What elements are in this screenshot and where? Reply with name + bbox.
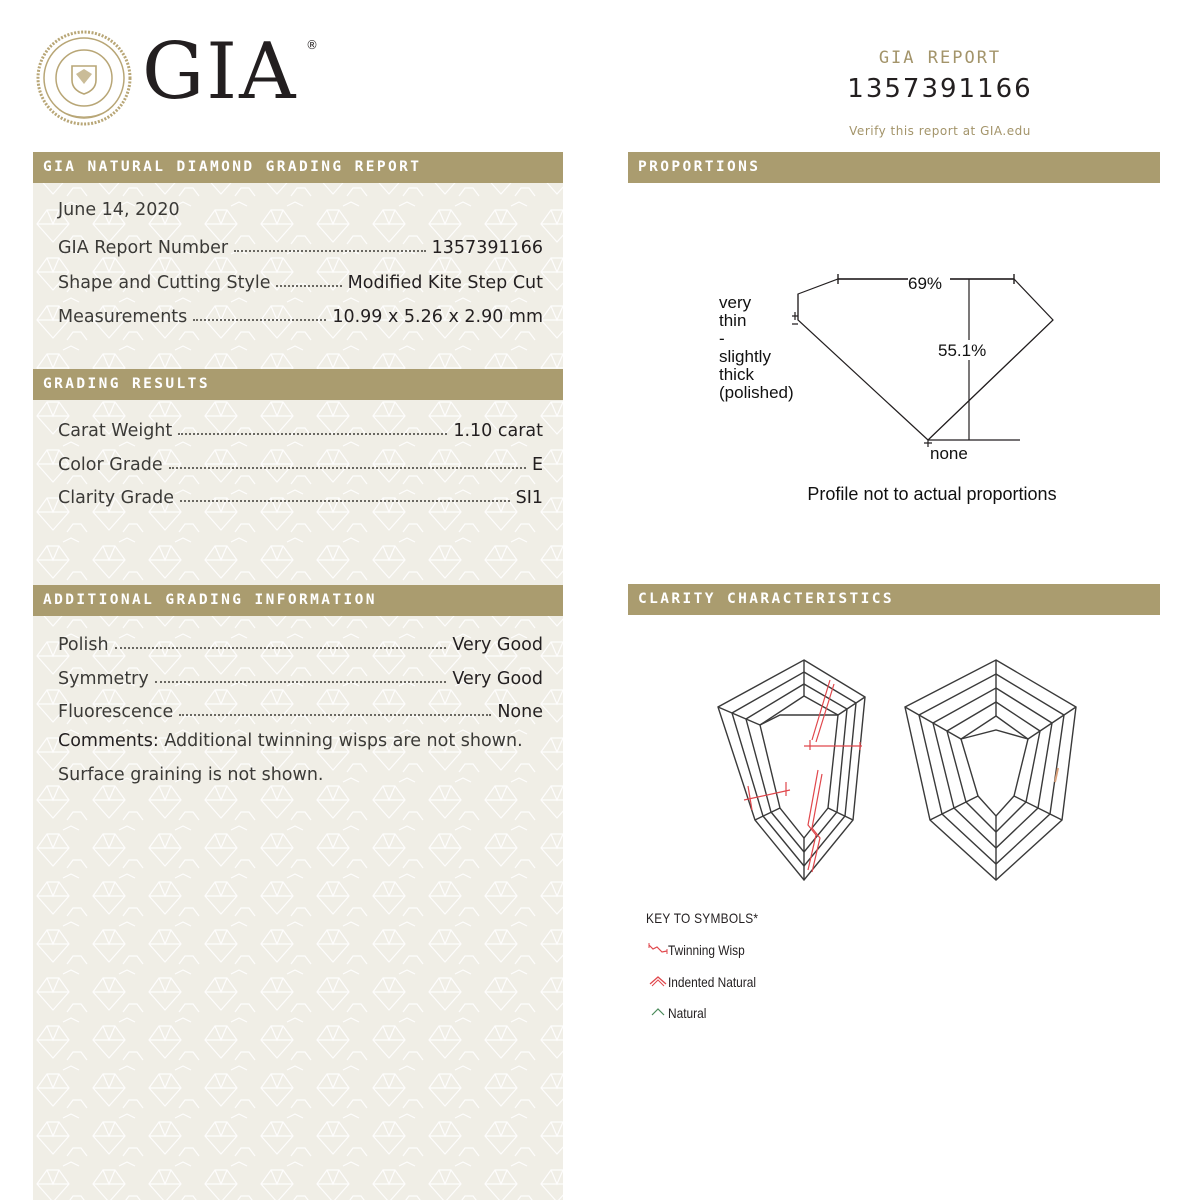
- report-number-row: [58, 230, 543, 258]
- polish-row: [58, 627, 543, 655]
- symmetry-value: Very Good: [452, 669, 543, 689]
- table-percent: 69%: [908, 274, 943, 293]
- leader-dots: [180, 500, 510, 502]
- profile-note: Profile not to actual proportions: [807, 484, 1057, 504]
- measurements-value: 10.99 x 5.26 x 2.90 mm: [332, 307, 543, 327]
- report-label: GIA REPORT: [878, 48, 1002, 68]
- girdle-line: thin: [719, 311, 747, 330]
- additional-info-bar: ADDITIONAL GRADING INFORMATION: [33, 585, 563, 616]
- girdle-line: very: [719, 293, 752, 312]
- girdle-label: [719, 294, 794, 402]
- fluorescence-value: None: [497, 702, 543, 722]
- polish-value: Very Good: [452, 635, 543, 655]
- verify-link[interactable]: Verify this report at GIA.edu: [849, 124, 1031, 138]
- measurements-row: [58, 299, 543, 327]
- report-title-bar: GIA NATURAL DIAMOND GRADING REPORT: [33, 152, 563, 183]
- report-number-label: GIA Report Number: [58, 238, 229, 258]
- culet-label: none: [930, 444, 968, 463]
- shape-label: Shape and Cutting Style: [58, 273, 271, 293]
- leader-dots: [169, 467, 526, 469]
- report-number-value: 1357391166: [431, 238, 543, 258]
- girdle-line: slightly: [719, 347, 771, 366]
- grading-results-bar: GRADING RESULTS: [33, 369, 563, 400]
- key-to-symbols-title: KEY TO SYMBOLS*: [646, 910, 759, 926]
- twinning-wisp-icon: [648, 942, 668, 956]
- indented-natural-icon: [648, 974, 668, 988]
- fluorescence-row: [58, 694, 543, 722]
- leader-dots: [179, 714, 491, 716]
- key-indented-natural: Indented Natural: [668, 974, 757, 990]
- leader-dots: [193, 319, 326, 321]
- crown-view: [718, 660, 865, 880]
- color-value: E: [531, 455, 543, 475]
- shape-row: [58, 265, 543, 293]
- fluorescence-label: Fluorescence: [58, 702, 174, 722]
- clarity-value: SI1: [515, 488, 543, 508]
- measurements-label: Measurements: [58, 307, 188, 327]
- pavilion-view: [905, 660, 1076, 880]
- proportions-diagram: [628, 184, 1160, 524]
- gia-logo-text: GIA: [142, 27, 298, 117]
- comments-label: Comments:: [58, 731, 159, 751]
- carat-row: [58, 413, 543, 441]
- girdle-line: thick: [719, 365, 754, 384]
- leader-dots: [276, 285, 341, 287]
- carat-value: 1.10 carat: [453, 421, 543, 441]
- comments-text-1: Additional twinning wisps are not shown.: [158, 731, 523, 751]
- clarity-row: [58, 480, 543, 508]
- comments-line-1: [58, 731, 558, 751]
- key-twinning-wisp: Twinning Wisp: [668, 942, 745, 958]
- shape-value: Modified Kite Step Cut: [347, 273, 543, 293]
- key-natural: Natural: [668, 1005, 707, 1021]
- leader-dots: [155, 681, 447, 683]
- leader-dots: [234, 250, 426, 252]
- symmetry-label: Symmetry: [58, 669, 149, 689]
- report-panel: [33, 152, 563, 1200]
- leader-dots: [115, 647, 447, 649]
- girdle-line: (polished): [719, 383, 794, 402]
- proportions-bar: PROPORTIONS: [628, 152, 1160, 183]
- report-date: June 14, 2020: [58, 200, 180, 220]
- symmetry-row: [58, 661, 543, 689]
- report-number-header: 1357391166: [847, 74, 1033, 104]
- registered-mark: ®: [306, 38, 318, 52]
- clarity-plot-diagram: [700, 650, 1100, 890]
- color-label: Color Grade: [58, 455, 163, 475]
- clarity-characteristics-bar: CLARITY CHARACTERISTICS: [628, 584, 1160, 615]
- leader-dots: [178, 433, 447, 435]
- carat-label: Carat Weight: [58, 421, 173, 441]
- depth-percent: 55.1%: [938, 341, 987, 360]
- girdle-line: -: [719, 329, 725, 348]
- polish-label: Polish: [58, 635, 109, 655]
- gia-seal-logo: [36, 30, 132, 126]
- clarity-label: Clarity Grade: [58, 488, 174, 508]
- color-row: [58, 447, 543, 475]
- comments-line-2: Surface graining is not shown.: [58, 765, 324, 785]
- natural-icon: [648, 1005, 668, 1019]
